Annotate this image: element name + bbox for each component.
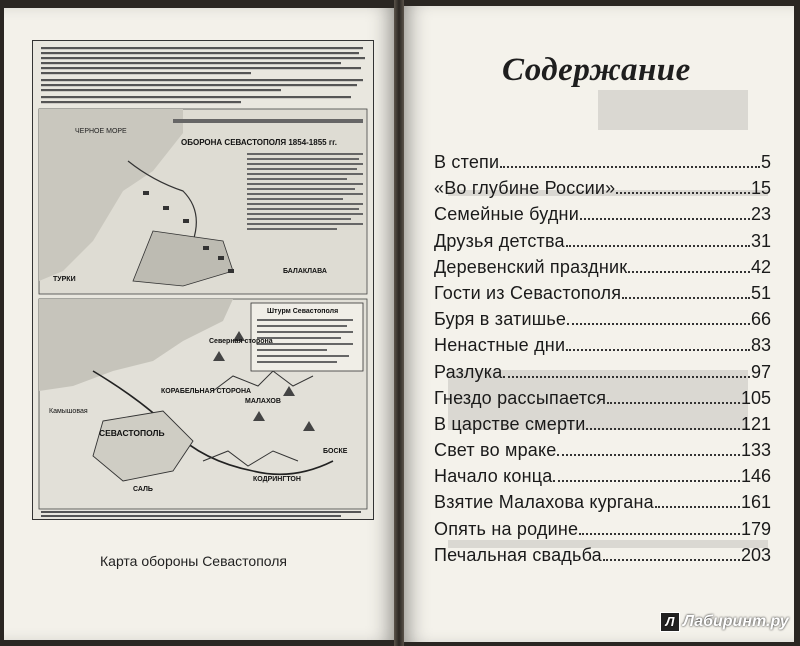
toc-entry: [434, 362, 771, 388]
toc-entry-title: Ненастные дни: [434, 335, 566, 356]
sea-label: ЧЕРНОЕ МОРЕ: [75, 128, 127, 135]
toc-entry: [434, 388, 771, 414]
toc-entry-page: 83: [750, 335, 771, 356]
toc-leader-dots: [500, 152, 760, 168]
toc-entry: [434, 414, 771, 440]
toc-entry: [434, 178, 771, 204]
korabelnaya-label: КОРАБЕЛЬНАЯ СТОРОНА: [161, 388, 252, 395]
map-title: ОБОРОНА СЕВАСТОПОЛЯ 1854-1855 гг.: [181, 138, 337, 147]
toc-entry-title: Гнездо рассыпается: [434, 387, 607, 408]
kodrington-label: КОДРИНГТОН: [253, 476, 301, 483]
northern-side-label: Северная сторона: [209, 338, 273, 345]
toc-leader-dots: [580, 204, 750, 220]
map-inset-title: Штурм Севастополя: [267, 308, 339, 315]
toc-entry-page: 15: [750, 178, 771, 199]
toc-entry: [434, 231, 771, 257]
site-watermark: [660, 612, 789, 632]
toc-entry-page: 51: [750, 282, 771, 303]
toc-entry-page: 203: [740, 544, 771, 565]
book-gutter: [394, 0, 404, 646]
toc-entry-page: 31: [750, 230, 771, 251]
toc-leader-dots: [616, 178, 750, 194]
toc-leader-dots: [655, 492, 740, 508]
toc-leader-dots: [607, 388, 740, 404]
toc-entry-page: 42: [750, 256, 771, 277]
toc-entry-page: 23: [750, 204, 771, 225]
malakhov-label: МАЛАХОВ: [245, 398, 281, 405]
toc-leader-dots: [586, 414, 739, 430]
toc-entry-title: Гости из Севастополя: [434, 282, 622, 303]
toc-entry-page: 179: [740, 518, 771, 539]
toc-entry-title: Разлука: [434, 361, 503, 382]
table-of-contents: [434, 152, 771, 571]
sally-label: САЛЬ: [133, 486, 153, 493]
toc-entry-title: Опять на родине: [434, 518, 579, 539]
sevastopol-defense-map: [32, 40, 374, 520]
balaklava-label: БАЛАКЛАВА: [283, 268, 327, 275]
toc-leader-dots: [503, 362, 750, 378]
toc-entry: [434, 309, 771, 335]
toc-leader-dots: [622, 283, 750, 299]
toc-entry-title: Взятие Малахова кургана: [434, 492, 654, 513]
toc-entry: [434, 492, 771, 518]
toc-entry: [434, 545, 771, 571]
toc-entry-page: 133: [740, 440, 771, 461]
toc-entry-title: Буря в затишье: [434, 309, 567, 330]
toc-entry-title: «Во глубине России»: [434, 178, 616, 199]
toc-entry: [434, 335, 771, 361]
toc-entry-page: 121: [740, 413, 771, 434]
toc-entry-page: 97: [750, 361, 771, 382]
toc-leader-dots: [553, 466, 739, 482]
toc-entry: [434, 466, 771, 492]
toc-entry-title: Семейные будни: [434, 204, 579, 225]
map-illustration: [33, 41, 373, 519]
toc-entry-title: Деревенский праздник: [434, 256, 628, 277]
toc-entry-title: Друзья детства: [434, 230, 565, 251]
toc-entry-title: Печальная свадьба: [434, 544, 602, 565]
toc-entry: [434, 283, 771, 309]
toc-entry: [434, 519, 771, 545]
toc-leader-dots: [566, 335, 750, 351]
toc-entry-page: 5: [760, 152, 771, 172]
toc-entry-title: В царстве смерти: [434, 413, 586, 434]
toc-entry-page: 105: [740, 387, 771, 408]
contents-title: Содержание: [502, 52, 691, 88]
toc-entry-page: 146: [740, 466, 771, 487]
boske-label: БОСКЕ: [323, 448, 348, 455]
toc-leader-dots: [579, 519, 740, 535]
toc-entry: [434, 257, 771, 283]
toc-entry-page: 66: [750, 309, 771, 330]
toc-leader-dots: [603, 545, 740, 561]
kamyshovaya-label: Камышовая: [49, 408, 88, 415]
toc-entry: [434, 440, 771, 466]
map-caption: Карта обороны Севастополя: [100, 553, 288, 569]
watermark-text: Лабиринт.ру: [683, 613, 789, 630]
toc-entry: [434, 152, 771, 178]
watermark-badge: Л: [660, 612, 680, 632]
toc-leader-dots: [567, 309, 750, 325]
toc-entry: [434, 204, 771, 230]
toc-entry-title: В степи: [434, 152, 500, 172]
toc-leader-dots: [566, 231, 750, 247]
toc-entry-page: 161: [740, 492, 771, 513]
turki-label: ТУРКИ: [53, 276, 76, 283]
toc-leader-dots: [557, 440, 739, 456]
toc-leader-dots: [628, 257, 750, 273]
sevastopol-label: СЕВАСТОПОЛЬ: [99, 428, 165, 438]
toc-entry-title: Свет во мраке: [434, 440, 557, 461]
toc-entry-title: Начало конца: [434, 466, 553, 487]
